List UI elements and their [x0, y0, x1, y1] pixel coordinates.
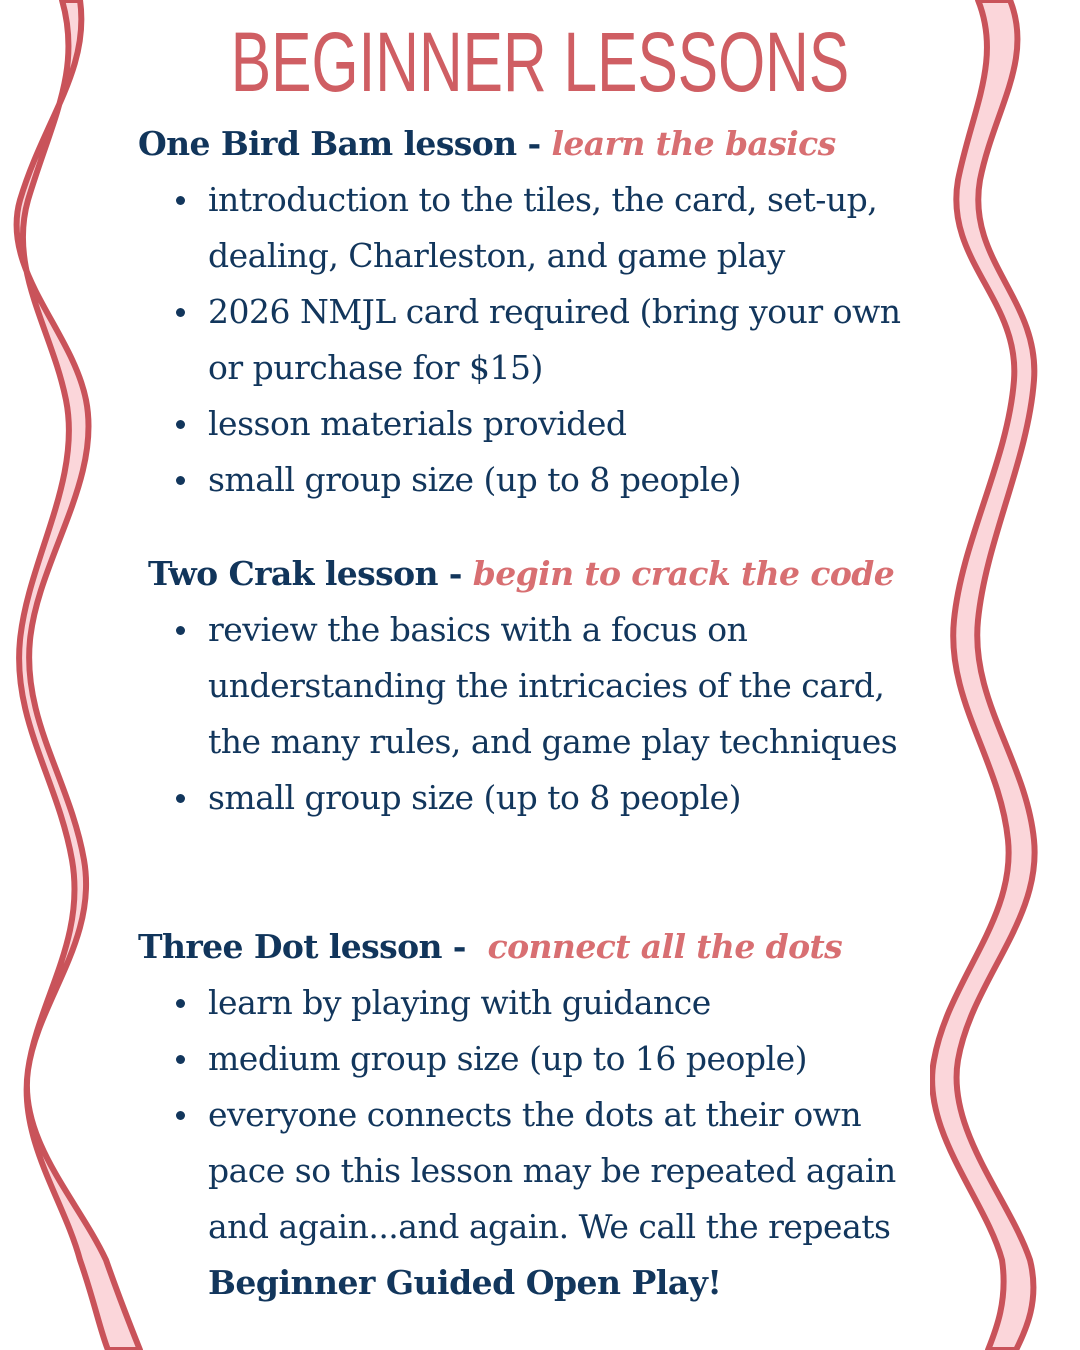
- lesson-name: One Bird Bam lesson -: [138, 124, 552, 163]
- lesson-tagline: learn the basics: [551, 124, 836, 163]
- lesson-heading: [148, 546, 894, 602]
- lesson-heading: [138, 116, 836, 172]
- lesson-tagline: connect all the dots: [487, 927, 843, 966]
- open-play-emphasis: Beginner Guided Open Play!: [208, 1263, 722, 1302]
- list-item: medium group size (up to 16 people): [0, 1031, 943, 1087]
- list-item: lesson materials provided: [0, 396, 943, 452]
- list-item: small group size (up to 8 people): [0, 770, 943, 826]
- lesson-heading: [138, 919, 842, 975]
- list-item: [0, 1087, 943, 1311]
- list-item: introduction to the tiles, the card, set-up, dealing, Charleston, and game play: [0, 172, 943, 284]
- lesson-bullet-list: [0, 602, 1080, 826]
- lesson-name: Two Crak lesson -: [148, 554, 473, 593]
- list-item: small group size (up to 8 people): [0, 452, 943, 508]
- lesson-bullet-list: [0, 975, 1080, 1311]
- lesson-name: Three Dot lesson -: [138, 927, 488, 966]
- list-item-text: everyone connects the dots at their own pace so this lesson may be repeated again and again...and again. We call the repeats: [208, 1095, 896, 1246]
- list-item: review the basics with a focus on understanding the intricacies of the card, the many rules, and game play techniques: [0, 602, 943, 770]
- page-title: BEGINNER LESSONS: [230, 15, 850, 109]
- list-item: learn by playing with guidance: [0, 975, 943, 1031]
- lesson-bullet-list: [0, 172, 1080, 508]
- list-item: 2026 NMJL card required (bring your own or purchase for $15): [0, 284, 943, 396]
- lesson-tagline: begin to crack the code: [472, 554, 895, 593]
